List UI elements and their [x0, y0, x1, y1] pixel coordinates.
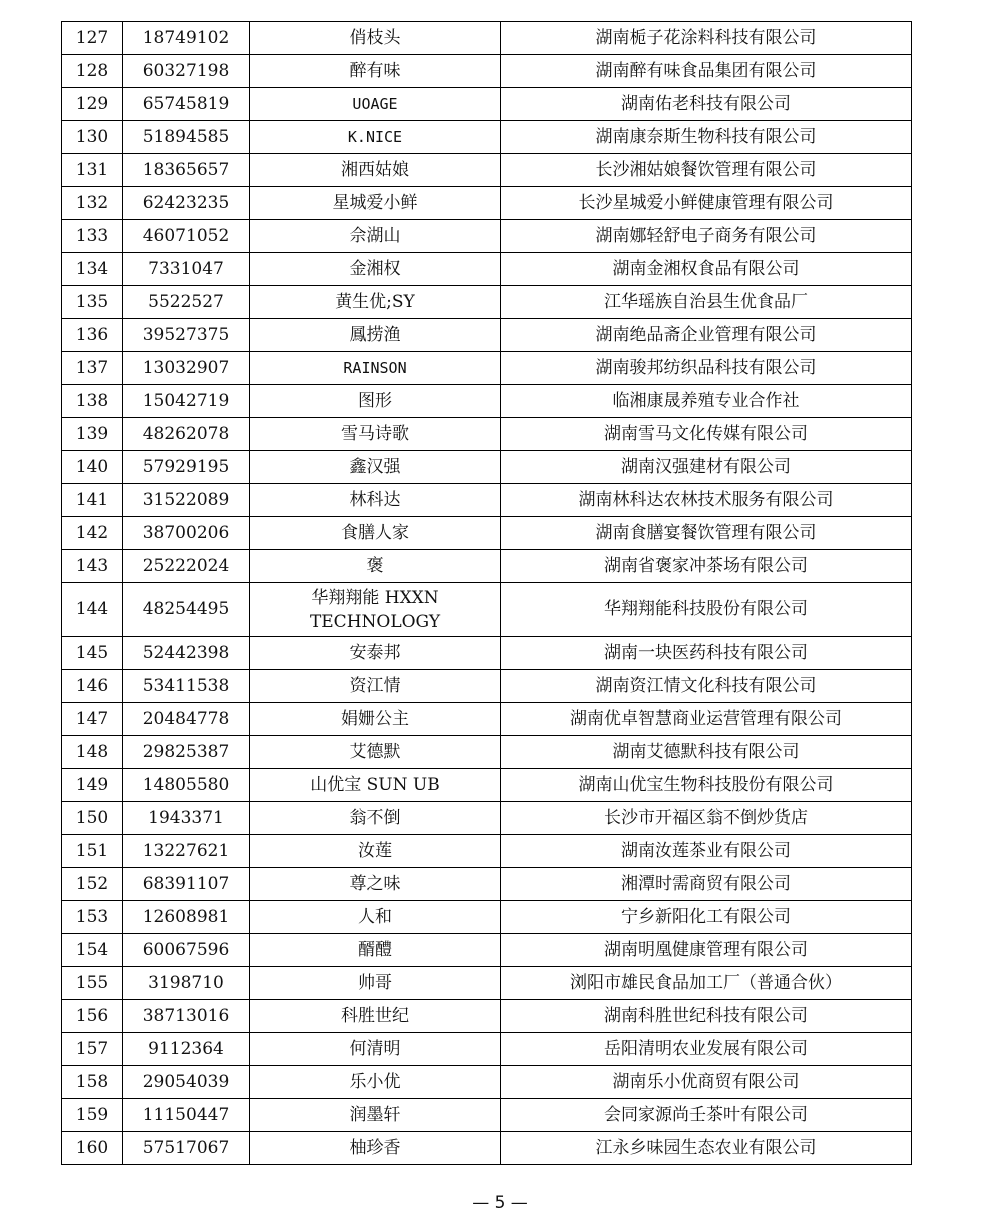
- row-number-cell: 152: [62, 868, 123, 901]
- row-number-cell: 147: [62, 703, 123, 736]
- trademark-name-cell: UOAGE: [250, 88, 501, 121]
- trademark-name-cell: 佘湖山: [250, 220, 501, 253]
- registration-number-cell: 48262078: [123, 418, 250, 451]
- row-number-cell: 139: [62, 418, 123, 451]
- registrant-cell: 湖南艾德默科技有限公司: [501, 736, 912, 769]
- trademark-name-cell: 山优宝 SUN UB: [250, 769, 501, 802]
- registrant-cell: 湖南雪马文化传媒有限公司: [501, 418, 912, 451]
- table-row: [62, 187, 912, 220]
- table-row: [62, 220, 912, 253]
- table-row: [62, 319, 912, 352]
- row-number-cell: 133: [62, 220, 123, 253]
- row-number-cell: 138: [62, 385, 123, 418]
- registration-number-cell: 1943371: [123, 802, 250, 835]
- table-row: [62, 352, 912, 385]
- trademark-name-cell: 鳳捞渔: [250, 319, 501, 352]
- registrant-cell: 临湘康晟养殖专业合作社: [501, 385, 912, 418]
- trademark-name-cell: 资江情: [250, 670, 501, 703]
- trademark-name-cell: 乐小优: [250, 1066, 501, 1099]
- row-number-cell: 137: [62, 352, 123, 385]
- table-row: [62, 670, 912, 703]
- table-row: [62, 1066, 912, 1099]
- registration-number-cell: 11150447: [123, 1099, 250, 1132]
- trademark-name-cell: 醑醴: [250, 934, 501, 967]
- table-row: [62, 154, 912, 187]
- registrant-cell: 湖南汉强建材有限公司: [501, 451, 912, 484]
- registrant-cell: 湖南康奈斯生物科技有限公司: [501, 121, 912, 154]
- registrant-cell: 湖南科胜世纪科技有限公司: [501, 1000, 912, 1033]
- trademark-name-cell: 金湘权: [250, 253, 501, 286]
- registrant-cell: 湖南佑老科技有限公司: [501, 88, 912, 121]
- registrant-cell: 浏阳市雄民食品加工厂（普通合伙）: [501, 967, 912, 1000]
- registration-number-cell: 68391107: [123, 868, 250, 901]
- registrant-cell: 宁乡新阳化工有限公司: [501, 901, 912, 934]
- row-number-cell: 131: [62, 154, 123, 187]
- trademark-name-cell: K.NICE: [250, 121, 501, 154]
- trademark-table: [61, 21, 912, 1165]
- row-number-cell: 148: [62, 736, 123, 769]
- trademark-name-cell: 林科达: [250, 484, 501, 517]
- registrant-cell: 湖南省褒家冲茶场有限公司: [501, 550, 912, 583]
- table-row: [62, 934, 912, 967]
- row-number-cell: 156: [62, 1000, 123, 1033]
- registrant-cell: 湖南金湘权食品有限公司: [501, 253, 912, 286]
- table-row: [62, 484, 912, 517]
- registrant-cell: 长沙市开福区翁不倒炒货店: [501, 802, 912, 835]
- trademark-name-cell: 人和: [250, 901, 501, 934]
- registrant-cell: 湖南优卓智慧商业运营管理有限公司: [501, 703, 912, 736]
- trademark-name-cell: 帅哥: [250, 967, 501, 1000]
- trademark-name-cell: 黄生优;SY: [250, 286, 501, 319]
- table-row: [62, 550, 912, 583]
- row-number-cell: 150: [62, 802, 123, 835]
- table-row: [62, 88, 912, 121]
- registration-number-cell: 51894585: [123, 121, 250, 154]
- registrant-cell: 湖南醉有味食品集团有限公司: [501, 55, 912, 88]
- trademark-table-body: [62, 22, 912, 1165]
- row-number-cell: 128: [62, 55, 123, 88]
- registration-number-cell: 20484778: [123, 703, 250, 736]
- trademark-name-cell: 褒: [250, 550, 501, 583]
- row-number-cell: 134: [62, 253, 123, 286]
- trademark-name-cell: 华翔翔能 HXXN TECHNOLOGY: [250, 583, 501, 637]
- row-number-cell: 151: [62, 835, 123, 868]
- row-number-cell: 146: [62, 670, 123, 703]
- table-row: [62, 451, 912, 484]
- registrant-cell: 长沙星城爱小鲜健康管理有限公司: [501, 187, 912, 220]
- row-number-cell: 142: [62, 517, 123, 550]
- trademark-name-cell: 娟姗公主: [250, 703, 501, 736]
- registration-number-cell: 57517067: [123, 1132, 250, 1165]
- trademark-name-cell: 雪马诗歌: [250, 418, 501, 451]
- row-number-cell: 130: [62, 121, 123, 154]
- registrant-cell: 长沙湘姑娘餐饮管理有限公司: [501, 154, 912, 187]
- row-number-cell: 127: [62, 22, 123, 55]
- table-row: [62, 418, 912, 451]
- trademark-name-cell: 艾德默: [250, 736, 501, 769]
- table-row: [62, 517, 912, 550]
- row-number-cell: 144: [62, 583, 123, 637]
- trademark-name-cell: 鑫汉强: [250, 451, 501, 484]
- registrant-cell: 湖南一块医药科技有限公司: [501, 637, 912, 670]
- registrant-cell: 湖南林科达农林技术服务有限公司: [501, 484, 912, 517]
- registration-number-cell: 13227621: [123, 835, 250, 868]
- registration-number-cell: 5522527: [123, 286, 250, 319]
- table-row: [62, 901, 912, 934]
- registration-number-cell: 18365657: [123, 154, 250, 187]
- registrant-cell: 华翔翔能科技股份有限公司: [501, 583, 912, 637]
- row-number-cell: 129: [62, 88, 123, 121]
- table-row: [62, 736, 912, 769]
- registration-number-cell: 13032907: [123, 352, 250, 385]
- registrant-cell: 湖南娜轻舒电子商务有限公司: [501, 220, 912, 253]
- registration-number-cell: 38713016: [123, 1000, 250, 1033]
- row-number-cell: 132: [62, 187, 123, 220]
- row-number-cell: 157: [62, 1033, 123, 1066]
- registrant-cell: 湖南栀子花涂料科技有限公司: [501, 22, 912, 55]
- registrant-cell: 江华瑶族自治县生优食品厂: [501, 286, 912, 319]
- registrant-cell: 湖南山优宝生物科技股份有限公司: [501, 769, 912, 802]
- registration-number-cell: 25222024: [123, 550, 250, 583]
- registration-number-cell: 3198710: [123, 967, 250, 1000]
- trademark-name-cell: 食膳人家: [250, 517, 501, 550]
- table-row: [62, 583, 912, 637]
- row-number-cell: 160: [62, 1132, 123, 1165]
- row-number-cell: 140: [62, 451, 123, 484]
- registrant-cell: 湖南明凰健康管理有限公司: [501, 934, 912, 967]
- registrant-cell: 岳阳清明农业发展有限公司: [501, 1033, 912, 1066]
- table-row: [62, 286, 912, 319]
- registration-number-cell: 53411538: [123, 670, 250, 703]
- registration-number-cell: 48254495: [123, 583, 250, 637]
- table-row: [62, 868, 912, 901]
- table-row: [62, 55, 912, 88]
- trademark-name-cell: 何清明: [250, 1033, 501, 1066]
- row-number-cell: 141: [62, 484, 123, 517]
- registration-number-cell: 31522089: [123, 484, 250, 517]
- registrant-cell: 湖南资江情文化科技有限公司: [501, 670, 912, 703]
- table-row: [62, 835, 912, 868]
- table-row: [62, 253, 912, 286]
- table-row: [62, 802, 912, 835]
- registration-number-cell: 12608981: [123, 901, 250, 934]
- row-number-cell: 155: [62, 967, 123, 1000]
- registration-number-cell: 57929195: [123, 451, 250, 484]
- row-number-cell: 136: [62, 319, 123, 352]
- registration-number-cell: 52442398: [123, 637, 250, 670]
- registration-number-cell: 29825387: [123, 736, 250, 769]
- registration-number-cell: 65745819: [123, 88, 250, 121]
- registrant-cell: 湖南骏邦纺织品科技有限公司: [501, 352, 912, 385]
- table-row: [62, 967, 912, 1000]
- row-number-cell: 153: [62, 901, 123, 934]
- table-row: [62, 637, 912, 670]
- trademark-name-cell: 图形: [250, 385, 501, 418]
- trademark-name-cell: 尊之味: [250, 868, 501, 901]
- table-row: [62, 769, 912, 802]
- registrant-cell: 湖南乐小优商贸有限公司: [501, 1066, 912, 1099]
- row-number-cell: 145: [62, 637, 123, 670]
- registrant-cell: 湘潭时需商贸有限公司: [501, 868, 912, 901]
- trademark-name-cell: 柚珍香: [250, 1132, 501, 1165]
- registration-number-cell: 7331047: [123, 253, 250, 286]
- row-number-cell: 143: [62, 550, 123, 583]
- registration-number-cell: 38700206: [123, 517, 250, 550]
- registrant-cell: 会同家源尚壬茶叶有限公司: [501, 1099, 912, 1132]
- trademark-name-cell: 安泰邦: [250, 637, 501, 670]
- row-number-cell: 149: [62, 769, 123, 802]
- trademark-name-cell: RAINSON: [250, 352, 501, 385]
- registration-number-cell: 39527375: [123, 319, 250, 352]
- trademark-name-cell: 醉有味: [250, 55, 501, 88]
- trademark-name-cell: 湘西姑娘: [250, 154, 501, 187]
- trademark-name-cell: 俏枝头: [250, 22, 501, 55]
- registration-number-cell: 29054039: [123, 1066, 250, 1099]
- table-row: [62, 22, 912, 55]
- table-row: [62, 1000, 912, 1033]
- table-row: [62, 1099, 912, 1132]
- registrant-cell: 湖南汝莲茶业有限公司: [501, 835, 912, 868]
- registration-number-cell: 18749102: [123, 22, 250, 55]
- row-number-cell: 159: [62, 1099, 123, 1132]
- trademark-name-cell: 星城爱小鲜: [250, 187, 501, 220]
- table-row: [62, 1132, 912, 1165]
- page-number: — 5 —: [472, 1193, 528, 1213]
- registration-number-cell: 60327198: [123, 55, 250, 88]
- trademark-name-cell: 汝莲: [250, 835, 501, 868]
- table-row: [62, 385, 912, 418]
- registrant-cell: 江永乡味园生态农业有限公司: [501, 1132, 912, 1165]
- registrant-cell: 湖南食膳宴餐饮管理有限公司: [501, 517, 912, 550]
- registrant-cell: 湖南绝品斋企业管理有限公司: [501, 319, 912, 352]
- registration-number-cell: 62423235: [123, 187, 250, 220]
- trademark-name-cell: 科胜世纪: [250, 1000, 501, 1033]
- row-number-cell: 135: [62, 286, 123, 319]
- table-row: [62, 1033, 912, 1066]
- registration-number-cell: 14805580: [123, 769, 250, 802]
- table-row: [62, 703, 912, 736]
- registration-number-cell: 60067596: [123, 934, 250, 967]
- row-number-cell: 154: [62, 934, 123, 967]
- row-number-cell: 158: [62, 1066, 123, 1099]
- registration-number-cell: 15042719: [123, 385, 250, 418]
- registration-number-cell: 46071052: [123, 220, 250, 253]
- registration-number-cell: 9112364: [123, 1033, 250, 1066]
- trademark-name-cell: 翁不倒: [250, 802, 501, 835]
- table-row: [62, 121, 912, 154]
- trademark-name-cell: 润墨轩: [250, 1099, 501, 1132]
